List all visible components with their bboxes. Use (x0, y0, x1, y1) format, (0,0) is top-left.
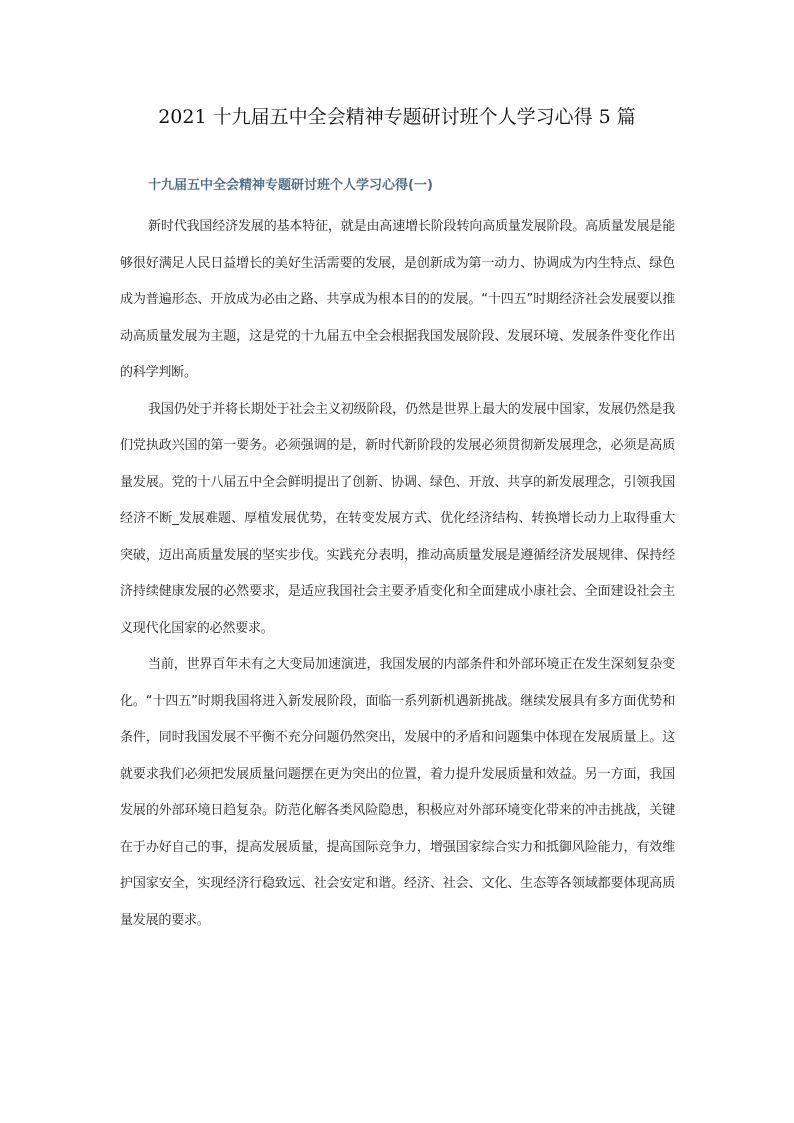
section-heading: 十九届五中全会精神专题研讨班个人学习心得(一) (148, 178, 433, 193)
body-paragraph-3: 当前，世界百年未有之大变局加速演进，我国发展的内部条件和外部环境正在发生深刻复杂变化。“十四五”时期我国将进入新发展阶段，面临一系列新机遇新挑战。继续发展具有多方面优势和条件，同时我国发展不平衡不充分问题仍然突出，发展中的矛盾和问题集中体现在发展质量上。这就要求我们必须把发展质量问题摆在更为突出的位置，着力提升发展质量和效益。另一方面，我国发展的外部环境日趋复杂。防范化解各类风险隐患，积极应对外部环境变化带来的冲击挑战，关键在于办好自己的事，提高发展质量，提高国际竞争力，增强国家综合实力和抵御风险能力，有效维护国家安全，实现经济行稳致远、社会安定和谐。经济、社会、文化、生态等各领域都要体现高质量发展的要求。 (120, 657, 675, 928)
document-title: 2021 十九届五中全会精神专题研讨班个人学习心得 5 篇 (158, 106, 636, 128)
document-body (120, 209, 675, 939)
body-paragraph-1: 新时代我国经济发展的基本特征，就是由高速增长阶段转向高质量发展阶段。高质量发展是能够很好满足人民日益增长的美好生活需要的发展，是创新成为第一动力、协调成为内生特点、绿色成为普遍形态、开放成为必由之路、共享成为根本目的的发展。“十四五”时期经济社会发展要以推动高质量发展为主题，这是党的十九届五中全会根据我国发展阶段、发展环境、发展条件变化作出的科学判断。 (120, 219, 675, 380)
body-paragraph-2: 我国仍处于并将长期处于社会主义初级阶段，仍然是世界上最大的发展中国家，发展仍然是我们党执政兴国的第一要务。必须强调的是，新时代新阶段的发展必须贯彻新发展理念，必须是高质量发展。党的十八届五中全会鲜明提出了创新、协调、绿色、开放、共享的新发展理念，引领我国经济不断_发展难题、厚植发展优势，在转变发展方式、优化经济结构、转换增长动力上取得重大突破，迈出高质量发展的坚实步伐。实践充分表明，推动高质量发展是遵循经济发展规律、保持经济持续健康发展的必然要求，是适应我国社会主要矛盾变化和全面建成小康社会、全面建设社会主义现代化国家的必然要求。 (120, 401, 675, 636)
